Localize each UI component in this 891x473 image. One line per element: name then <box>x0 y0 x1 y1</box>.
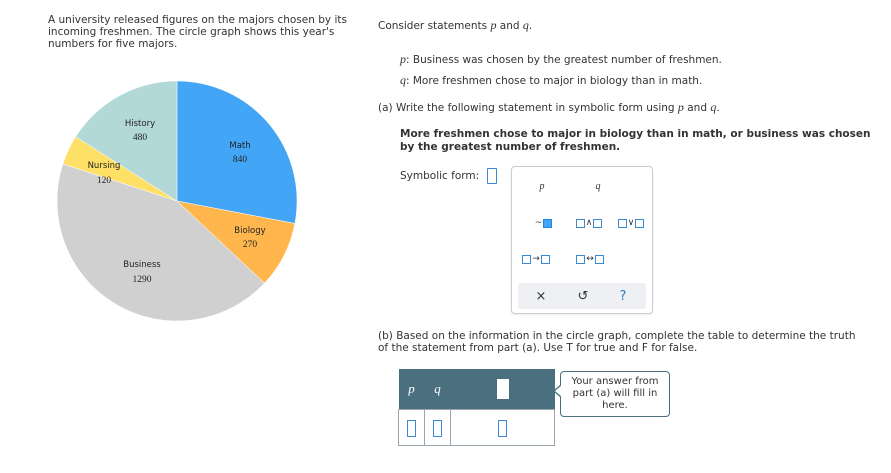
pie-value-math: 840 <box>232 155 248 165</box>
pie-value-biology: 270 <box>242 240 258 250</box>
pie-slice-math <box>177 81 297 223</box>
cell-p <box>399 410 425 446</box>
pie-label-history: History <box>124 119 156 129</box>
part-a-and: and <box>683 102 711 114</box>
pie-label-business: Business <box>123 260 161 270</box>
help-icon[interactable] <box>614 287 632 305</box>
box-icon <box>618 219 627 228</box>
palette-conditional-button[interactable] <box>516 251 556 267</box>
box-icon <box>595 255 604 264</box>
var-q: q <box>522 18 529 32</box>
palette-q-button[interactable] <box>588 177 608 195</box>
majors-pie-chart <box>52 76 302 326</box>
or-symbol: ∨ <box>627 218 635 228</box>
pie-label-math: Math <box>229 141 251 151</box>
palette-and-button[interactable] <box>572 215 606 231</box>
truth-table <box>398 369 555 446</box>
cell-q <box>425 410 451 446</box>
cell-statement-input[interactable] <box>498 420 507 437</box>
box-icon <box>576 255 585 264</box>
box-icon <box>543 219 552 228</box>
palette-q-label: q <box>595 180 601 192</box>
palette-action-bar <box>518 283 646 309</box>
symbolic-form-row <box>400 168 497 184</box>
part-a-end: . <box>716 102 720 114</box>
statement-q-text: : More freshmen chose to major in biology than in math. <box>406 75 703 87</box>
part-a-p: p <box>677 100 684 114</box>
box-icon <box>576 219 585 228</box>
symbolic-form-input[interactable] <box>487 168 497 184</box>
pie-label-nursing: Nursing <box>87 161 121 171</box>
symbol-palette <box>511 166 653 314</box>
statement-q <box>400 73 702 88</box>
pie-value-nursing: 120 <box>96 176 112 186</box>
biconditional-symbol: ↔ <box>586 254 594 264</box>
statement-p-text: : Business was chosen by the greatest number of freshmen. <box>406 54 722 66</box>
undo-symbol: ↺ <box>577 288 589 304</box>
palette-or-button[interactable] <box>614 215 648 231</box>
conditional-symbol: → <box>532 254 540 264</box>
palette-negation-button[interactable] <box>530 215 556 231</box>
compound-statement: More freshmen chose to major in biology than in math, or business was chosen by the greatest number of freshmen. <box>400 128 871 153</box>
statement-q-var: q <box>400 73 406 87</box>
cell-q-input[interactable] <box>433 420 442 437</box>
palette-p-label: p <box>539 180 545 192</box>
var-p: p <box>490 18 497 32</box>
cell-p-input[interactable] <box>407 420 416 437</box>
consider-end: . <box>528 20 533 32</box>
hint-callout <box>560 371 670 417</box>
help-symbol: ? <box>619 288 627 304</box>
palette-biconditional-button[interactable] <box>570 251 610 267</box>
palette-p-button[interactable] <box>532 177 552 195</box>
statement-placeholder-box <box>497 379 509 399</box>
clear-symbol: × <box>535 288 547 304</box>
pie-label-biology: Biology <box>234 226 266 236</box>
pie-value-history: 480 <box>132 133 148 143</box>
box-icon <box>541 255 550 264</box>
negation-symbol: ~ <box>534 218 543 228</box>
statement-p-var: p <box>400 52 406 66</box>
hint-text: Your answer from part (a) will fill in here. <box>571 376 659 411</box>
consider-line <box>378 18 532 33</box>
box-icon <box>635 219 644 228</box>
intro-text: A university released figures on the majors chosen by its incoming freshmen. The circle graph shows this year's numbers for five majors. <box>48 14 347 50</box>
part-b-prompt: (b) Based on the information in the circle graph, complete the table to determine the truth of the statement from part (a). Use T for true and F for false. <box>378 330 856 354</box>
col-q-header: q <box>425 369 451 410</box>
cell-statement <box>451 410 555 446</box>
part-a-prefix: (a) Write the following statement in symbolic form using <box>378 102 678 114</box>
table-row <box>399 410 555 446</box>
undo-icon[interactable] <box>574 287 592 305</box>
col-statement-header <box>451 369 555 410</box>
and-symbol: ∧ <box>585 218 593 228</box>
box-icon <box>593 219 602 228</box>
box-icon <box>522 255 531 264</box>
consider-and: and <box>496 20 523 32</box>
pie-value-business: 1290 <box>132 275 152 285</box>
part-a-prompt <box>378 100 720 115</box>
consider-prefix: Consider statements <box>378 20 491 32</box>
truth-table-header <box>399 369 555 410</box>
statement-p <box>400 52 722 67</box>
part-a-q: q <box>710 100 717 114</box>
col-p-header: p <box>399 369 425 410</box>
clear-icon[interactable] <box>532 287 550 305</box>
symbolic-form-label: Symbolic form: <box>400 170 480 182</box>
